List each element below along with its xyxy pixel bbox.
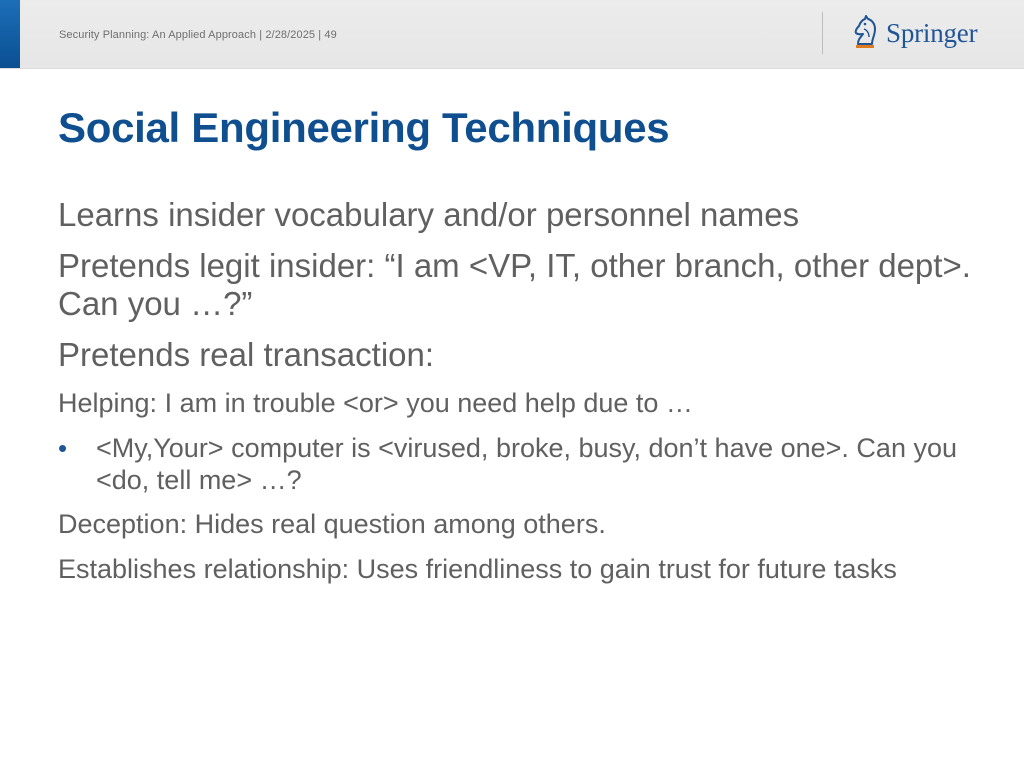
header-meta: Security Planning: An Applied Approach | 2/28/2025 | 49 bbox=[59, 29, 337, 41]
body-line-legit-insider: Pretends legit insider: “I am <VP, IT, other branch, other dept>. Can you …?” bbox=[58, 247, 971, 322]
logo-text: Springer bbox=[886, 17, 978, 48]
slide-title: Social Engineering Techniques bbox=[58, 104, 670, 151]
bullet-text: <My,Your> computer is <virused, broke, busy, don’t have one>. Can you <do, tell me> …? bbox=[96, 433, 957, 495]
slide-body bbox=[58, 196, 978, 598]
body-line-helping: Helping: I am in trouble <or> you need help due to … bbox=[58, 388, 693, 418]
knight-horse-icon bbox=[850, 15, 880, 51]
header-accent-bar bbox=[0, 0, 20, 68]
springer-logo bbox=[850, 14, 977, 52]
bullet-item bbox=[58, 432, 978, 496]
body-line-real-transaction: Pretends real transaction: bbox=[58, 336, 435, 373]
bullet-dot-icon: • bbox=[58, 433, 68, 463]
body-line-relationship: Establishes relationship: Uses friendliness to gain trust for future tasks bbox=[58, 554, 897, 584]
header-bar bbox=[0, 0, 1024, 69]
header-divider bbox=[822, 12, 823, 54]
body-line-deception: Deception: Hides real question among others. bbox=[58, 509, 606, 539]
body-line-vocabulary: Learns insider vocabulary and/or personnel names bbox=[58, 196, 800, 233]
